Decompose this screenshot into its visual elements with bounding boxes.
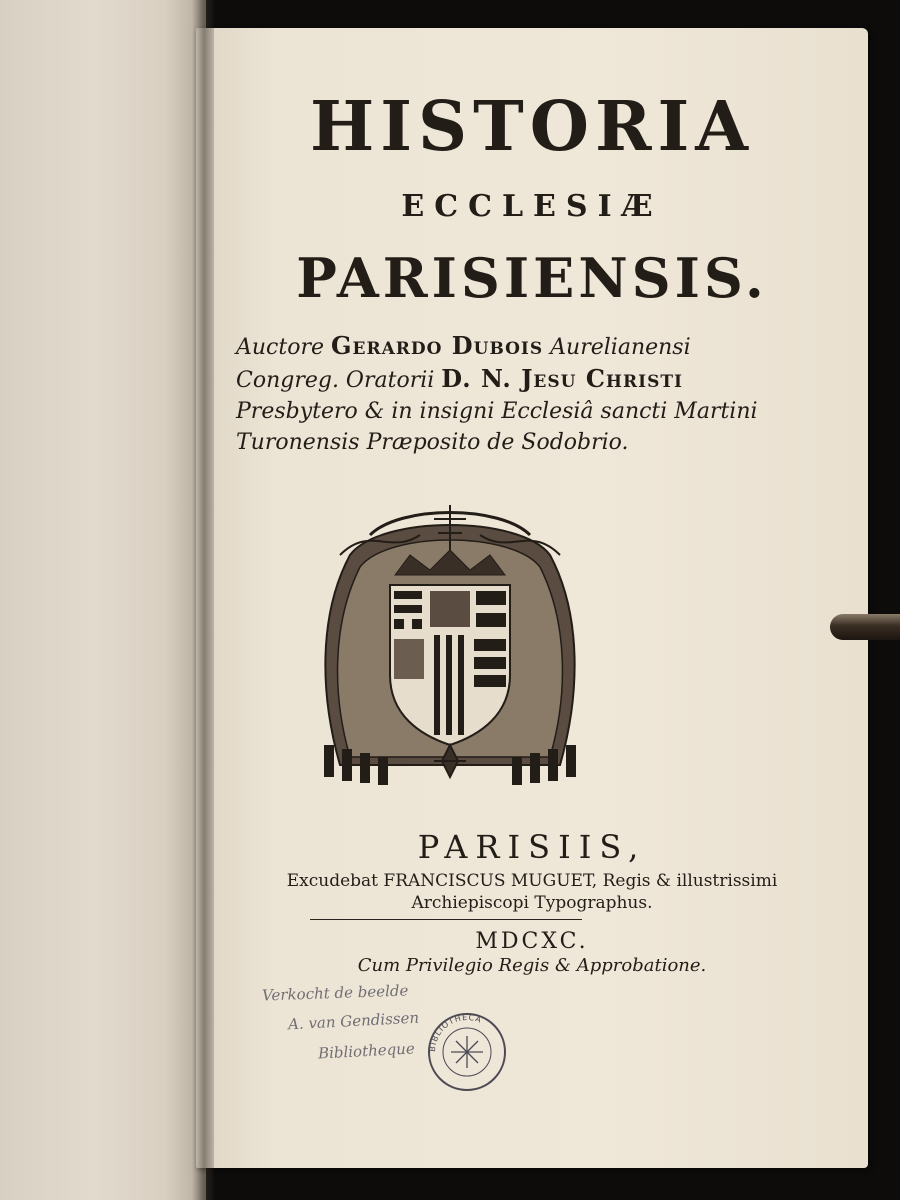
handwritten-inscription-line-3: Bibliotheque	[317, 1039, 416, 1063]
imprint-printer-line-1: Excudebat FRANCISCUS MUGUET, Regis & illustrissimi	[286, 871, 778, 891]
author-dedication: D. N. Jesu Christi	[441, 364, 683, 393]
title-line-3: PARISIENSIS.	[296, 246, 768, 310]
author-block	[236, 330, 836, 458]
imprint-privilege: Cum Privilegio Regis & Approbatione.	[357, 955, 707, 976]
title-line-1: HISTORIA	[309, 87, 755, 167]
author-congregation: Congreg. Oratorii	[236, 368, 442, 393]
book-gutter	[192, 0, 214, 1200]
svg-text:BIBLIOTHECA	[428, 1013, 483, 1052]
library-stamp-icon	[425, 1010, 509, 1094]
author-name: Gerardo Dubois	[331, 331, 544, 360]
episcopal-coat-of-arms-icon	[310, 495, 590, 795]
stamp-text: BIBLIOTHECA	[427, 1012, 484, 1053]
imprint-year: MDCXC.	[475, 929, 589, 954]
left-page	[0, 0, 206, 1200]
handwritten-inscription-line-2: A. van Gendissen	[287, 1008, 420, 1034]
author-prefix: Auctore	[236, 335, 331, 360]
imprint-printer-line-2: Archiepiscopi Typographus.	[411, 893, 653, 913]
bookmark-ribbon	[830, 614, 900, 640]
author-line-2	[236, 363, 836, 396]
author-line-3: Presbytero & in insigni Ecclesiâ sancti Martini	[236, 399, 758, 424]
imprint-rule	[310, 919, 582, 920]
author-origin: Aurelianensi	[543, 335, 691, 360]
handwritten-inscription-line-1: Verkocht de beelde	[261, 981, 409, 1005]
title-line-2: ECCLESIÆ	[401, 189, 663, 224]
imprint-city: PARISIIS,	[417, 828, 647, 866]
author-line-1	[236, 330, 836, 363]
author-line-4: Turonensis Præposito de Sodobrio.	[236, 430, 629, 455]
